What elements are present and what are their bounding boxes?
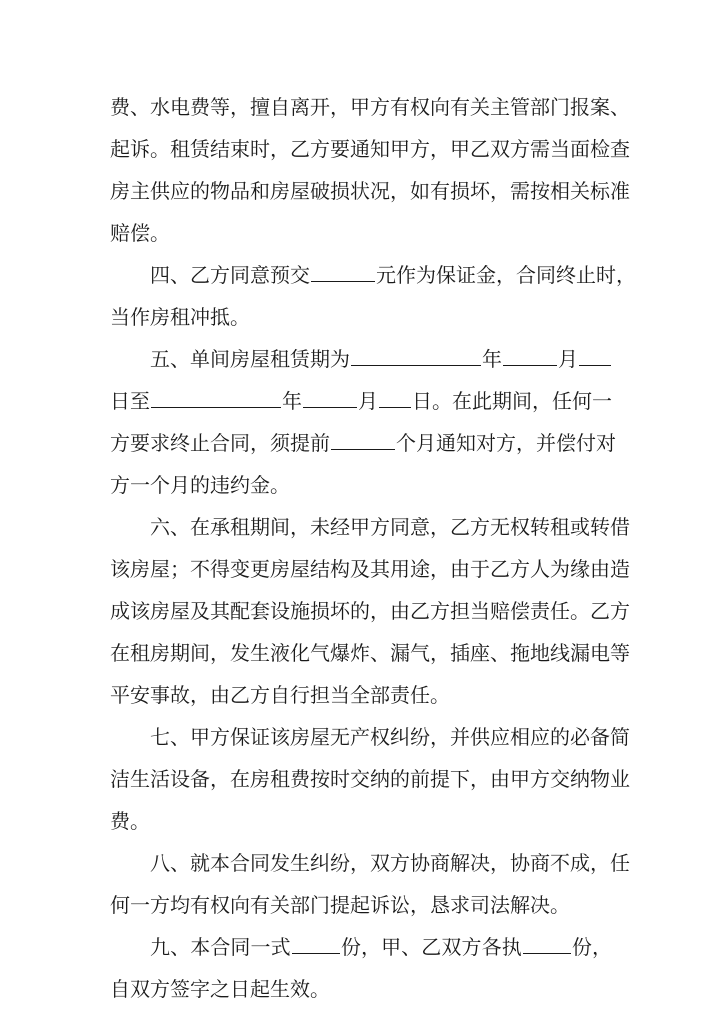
clause-5-end-month-label: 月 bbox=[358, 389, 378, 413]
clause-5-text-e: 方要求终止合同，须提前 bbox=[110, 431, 330, 455]
start-month-blank bbox=[503, 339, 557, 366]
clause-8-line-1: 八、就本合同发生纠纷，双方协商解决，协商不成，任 bbox=[150, 851, 630, 875]
clause-5-line-4: 方一个月的违约金。 bbox=[110, 473, 290, 497]
clause-8-line-2: 何一方均有权向有关部门提起诉讼，恳求司法解决。 bbox=[110, 893, 570, 917]
clause-3-line-3: 房主供应的物品和房屋破损状况，如有损坏，需按相关标准 bbox=[110, 179, 630, 203]
clause-9-line-1 bbox=[110, 926, 612, 968]
end-month-blank bbox=[303, 381, 357, 408]
contract-page bbox=[110, 86, 636, 1010]
clause-5-line-3 bbox=[110, 422, 616, 464]
clause-6-line-1: 六、在承租期间，未经甲方同意，乙方无权转租或转借 bbox=[150, 515, 630, 539]
clause-7-line-3: 费。 bbox=[110, 809, 150, 833]
clause-9-line-2: 自双方签字之日起生效。 bbox=[110, 977, 330, 1001]
clause-5-year-label: 年 bbox=[482, 347, 502, 371]
clause-4-line-2: 当作房租冲抵。 bbox=[110, 305, 250, 329]
clause-5-text-a: 五、单间房屋租赁期为 bbox=[150, 347, 350, 371]
clause-5-line-2 bbox=[110, 380, 612, 422]
clause-9-text-c: 份， bbox=[571, 935, 613, 959]
start-day-blank bbox=[579, 339, 611, 366]
clause-6-line-2: 该房屋；不得变更房屋结构及其用途，由于乙方人为缘由造 bbox=[110, 557, 630, 581]
notice-months-blank bbox=[331, 423, 395, 450]
clause-9-text-a: 九、本合同一式 bbox=[150, 935, 291, 959]
clause-4-text-b: 元作为保证金，合同终止时， bbox=[376, 263, 636, 287]
clause-6-line-3: 成该房屋及其配套设施损坏的，由乙方担当赔偿责任。乙方 bbox=[110, 599, 630, 623]
end-day-blank bbox=[379, 381, 411, 408]
clause-4-text-a: 四、乙方同意预交 bbox=[150, 263, 310, 287]
clause-3-line-2: 起诉。租赁结束时，乙方要通知甲方，甲乙双方需当面检查 bbox=[110, 137, 630, 161]
clause-6-line-5: 平安事故，由乙方自行担当全部责任。 bbox=[110, 683, 450, 707]
clause-9-text-b: 份，甲、乙双方各执 bbox=[340, 935, 522, 959]
clause-7-line-2: 洁生活设备，在房租费按时交纳的前提下，由甲方交纳物业 bbox=[110, 767, 630, 791]
clause-5-text-d: 日。在此期间，任何一 bbox=[412, 389, 612, 413]
clause-7-line-1: 七、甲方保证该房屋无产权纠纷，并供应相应的必备简 bbox=[150, 725, 630, 749]
end-year-blank bbox=[151, 381, 281, 408]
copies-each-blank bbox=[523, 927, 571, 954]
copies-total-blank bbox=[292, 927, 340, 954]
clause-5-text-f: 个月通知对方，并偿付对 bbox=[396, 431, 616, 455]
clause-3-line-4: 赔偿。 bbox=[110, 221, 170, 245]
clause-5-month-label: 月 bbox=[558, 347, 578, 371]
clause-4-line-1 bbox=[110, 254, 636, 296]
clause-5-line-1 bbox=[110, 338, 612, 380]
clause-5-day-to-label: 日至 bbox=[110, 389, 150, 413]
clause-3-line-1: 费、水电费等，擅自离开，甲方有权向有关主管部门报案、 bbox=[110, 95, 630, 119]
start-year-blank bbox=[351, 339, 481, 366]
clause-5-end-year-label: 年 bbox=[282, 389, 302, 413]
deposit-amount-blank bbox=[311, 255, 375, 282]
clause-6-line-4: 在租房期间，发生液化气爆炸、漏气，插座、拖地线漏电等 bbox=[110, 641, 630, 665]
